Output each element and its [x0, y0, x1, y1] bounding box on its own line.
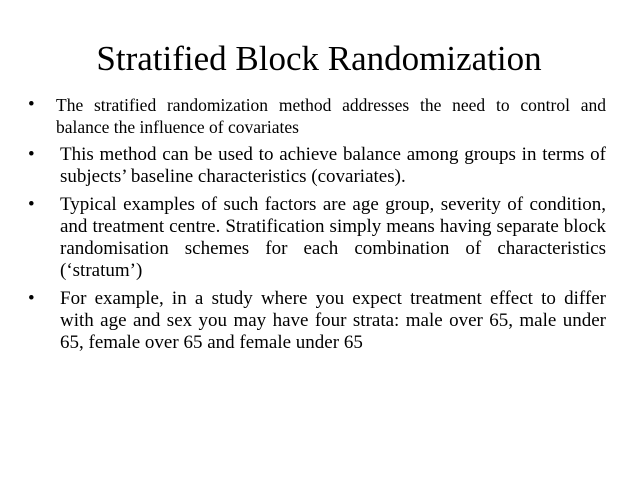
- bullet-text: This method can be used to achieve balance among groups in terms of subjects’ baseline characteristics (covariates).: [60, 144, 606, 187]
- bullet-item: [28, 144, 606, 188]
- bullet-icon: •: [28, 194, 35, 215]
- bullet-text: For example, in a study where you expect treatment effect to differ with age and sex you may have four strata: male over 65, male under 65, female over 65 and female under 65: [60, 288, 606, 353]
- bullet-icon: •: [28, 94, 35, 115]
- bullet-text: Typical examples of such factors are age group, severity of condition, and treatment centre. Stratification simply means having separate block randomisation schemes for each combination of characteristics (‘stratum’): [60, 194, 606, 281]
- bullet-item: [28, 288, 606, 354]
- bullet-text: The stratified randomization method addresses the need to control and balance the influence of covariates: [56, 95, 606, 137]
- bullet-list: [28, 94, 606, 360]
- bullet-item: [28, 94, 606, 138]
- bullet-icon: •: [28, 288, 35, 309]
- slide-title: Stratified Block Randomization: [96, 39, 542, 78]
- bullet-item: [28, 194, 606, 282]
- bullet-icon: •: [28, 144, 35, 165]
